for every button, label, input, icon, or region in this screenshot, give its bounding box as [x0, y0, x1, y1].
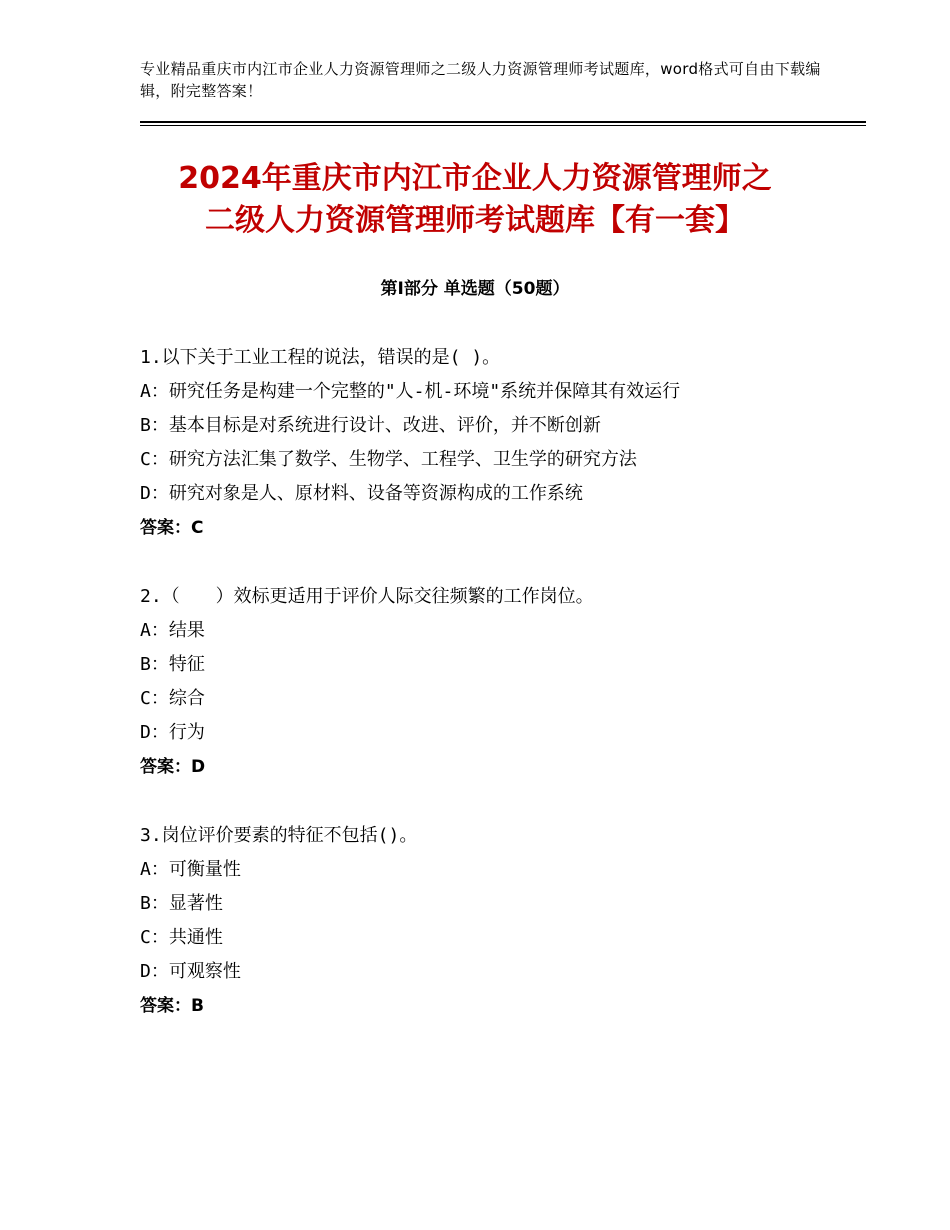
question-stem: 3.岗位评价要素的特征不包括()。 — [140, 825, 418, 846]
option-a: A：研究任务是构建一个完整的"人-机-环境"系统并保障其有效运行 — [140, 381, 681, 402]
question-stem: 2.（ ）效标更适用于评价人际交往频繁的工作岗位。 — [140, 586, 594, 607]
answer: 答案：B — [140, 996, 204, 1016]
question-3 — [140, 819, 840, 1023]
option-d: D：行为 — [140, 722, 205, 743]
option-d: D：研究对象是人、原材料、设备等资源构成的工作系统 — [140, 483, 583, 504]
answer: 答案：C — [140, 518, 204, 538]
document-title — [110, 158, 840, 242]
question-1 — [140, 341, 840, 545]
option-b: B：显著性 — [140, 893, 223, 914]
header-divider-thick — [140, 121, 866, 123]
option-b: B：特征 — [140, 654, 205, 675]
option-d: D：可观察性 — [140, 961, 241, 982]
option-c: C：共通性 — [140, 927, 223, 948]
header-divider-thin — [140, 125, 866, 126]
document-title-line-2: 二级人力资源管理师考试题库【有一套】 — [205, 203, 745, 238]
section-title: 第Ⅰ部分 单选题（50题） — [380, 279, 570, 299]
question-2 — [140, 580, 840, 784]
option-c: C：综合 — [140, 688, 205, 709]
option-c: C：研究方法汇集了数学、生物学、工程学、卫生学的研究方法 — [140, 449, 637, 470]
question-stem: 1.以下关于工业工程的说法，错误的是( )。 — [140, 347, 501, 368]
document-title-line-1: 2024年重庆市内江市企业人力资源管理师之 — [178, 161, 772, 196]
option-b: B：基本目标是对系统进行设计、改进、评价，并不断创新 — [140, 415, 601, 436]
answer: 答案：D — [140, 757, 206, 777]
option-a: A：结果 — [140, 620, 205, 641]
option-a: A：可衡量性 — [140, 859, 241, 880]
header-note: 专业精品重庆市内江市企业人力资源管理师之二级人力资源管理师考试题库，word格式可自由下载编辑，附完整答案！ — [140, 60, 821, 100]
